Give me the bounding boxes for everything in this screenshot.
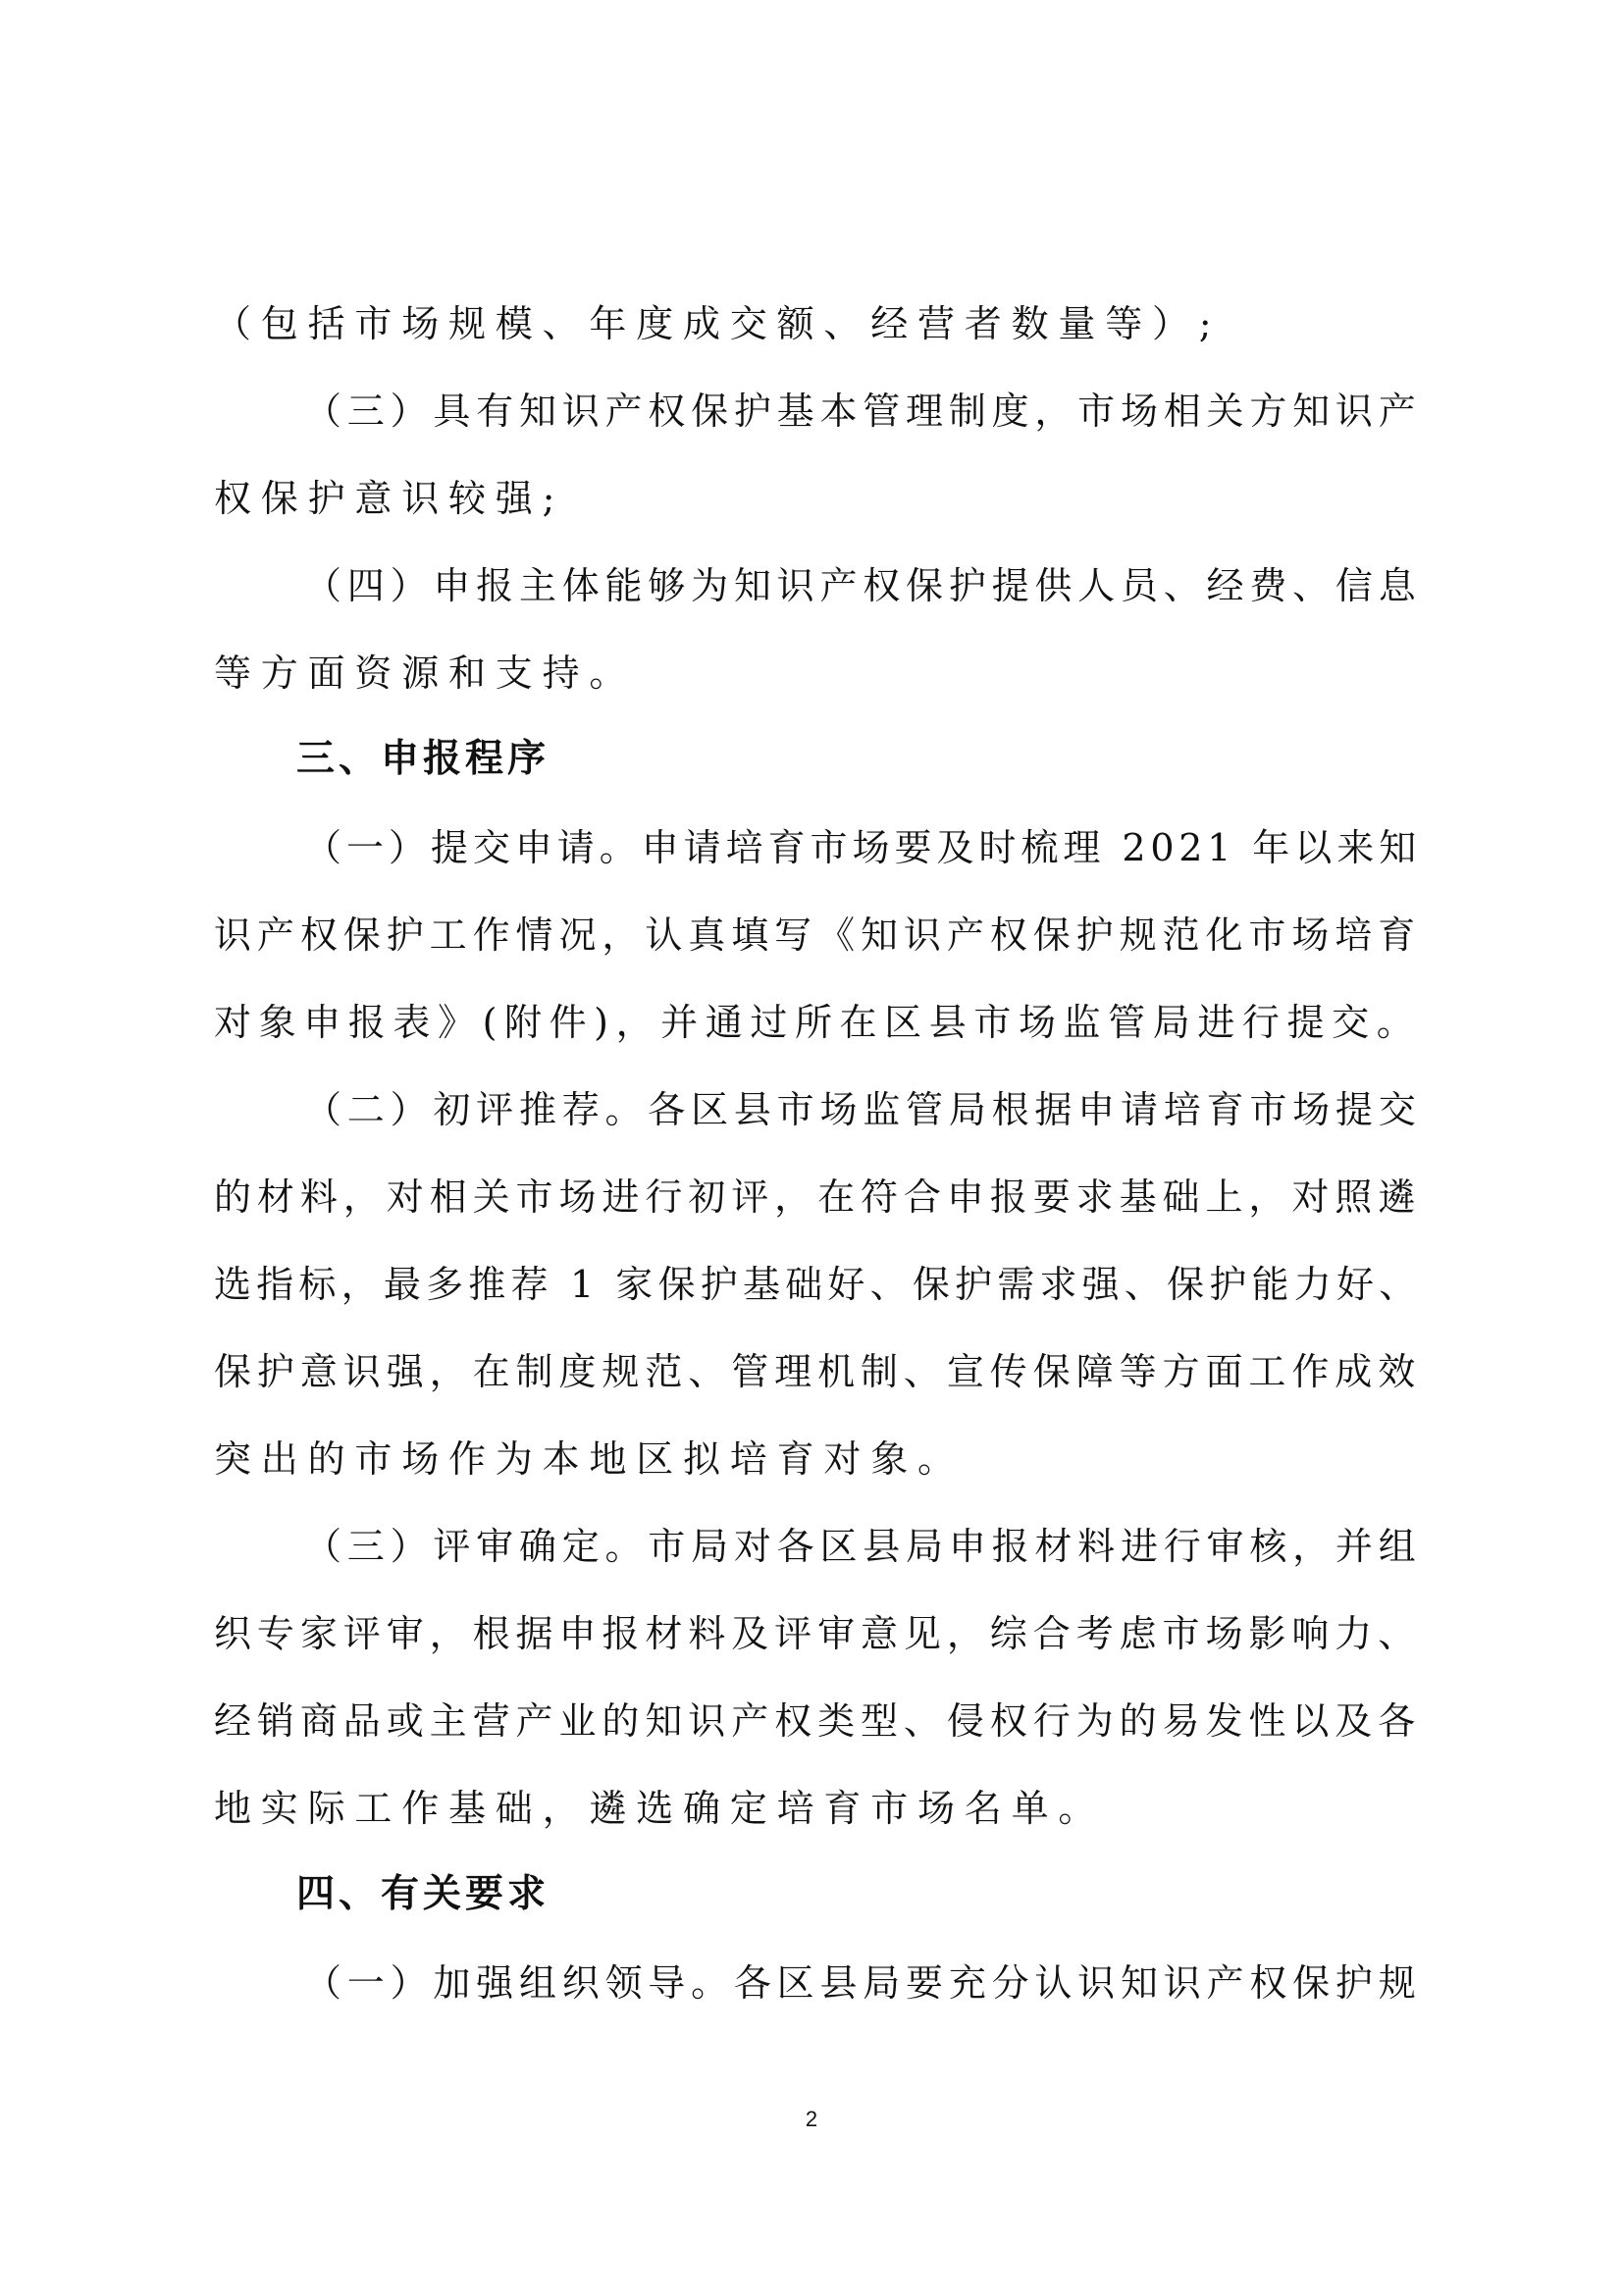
text-line: 识产权保护工作情况，认真填写《知识产权保护规范化市场培育	[214, 913, 1421, 957]
text-line: 权保护意识较强;	[214, 477, 565, 520]
text-line: 对象申报表》(附件)，并通过所在区县市场监管局进行提交。	[214, 1001, 1421, 1044]
text-line: 突出的市场作为本地区拟培育对象。	[214, 1437, 965, 1481]
section-heading: 四、有关要求	[296, 1872, 550, 1916]
text-line: （包括市场规模、年度成交额、经营者数量等）;	[214, 302, 1222, 345]
text-line: （二）初评推荐。各区县市场监管局根据申请培育市场提交	[304, 1088, 1421, 1131]
text-line: 等方面资源和支持。	[214, 652, 637, 695]
text-line: 选指标，最多推荐 1 家保护基础好、保护需求强、保护能力好、	[214, 1263, 1421, 1306]
text-line: （三）评审确定。市局对各区县局申报材料进行审核，并组	[304, 1525, 1421, 1568]
text-line: 保护意识强，在制度规范、管理机制、宣传保障等方面工作成效	[214, 1350, 1421, 1393]
text-line: 经销商品或主营产业的知识产权类型、侵权行为的易发性以及各	[214, 1699, 1421, 1743]
text-line: 地实际工作基础，遴选确定培育市场名单。	[214, 1787, 1106, 1830]
page-number: 2	[805, 2107, 818, 2131]
text-line: （三）具有知识产权保护基本管理制度，市场相关方知识产	[304, 390, 1421, 433]
text-line: 的材料，对相关市场进行初评，在符合申报要求基础上，对照遴	[214, 1175, 1421, 1219]
text-line: （一）加强组织领导。各区县局要充分认识知识产权保护规	[304, 1961, 1421, 2005]
section-heading: 三、申报程序	[296, 737, 550, 781]
text-line: 织专家评审，根据申报材料及评审意见，综合考虑市场影响力、	[214, 1612, 1421, 1655]
text-line: （四）申报主体能够为知识产权保护提供人员、经费、信息	[304, 564, 1421, 607]
text-line: （一）提交申请。申请培育市场要及时梳理 2021 年以来知	[304, 826, 1421, 869]
